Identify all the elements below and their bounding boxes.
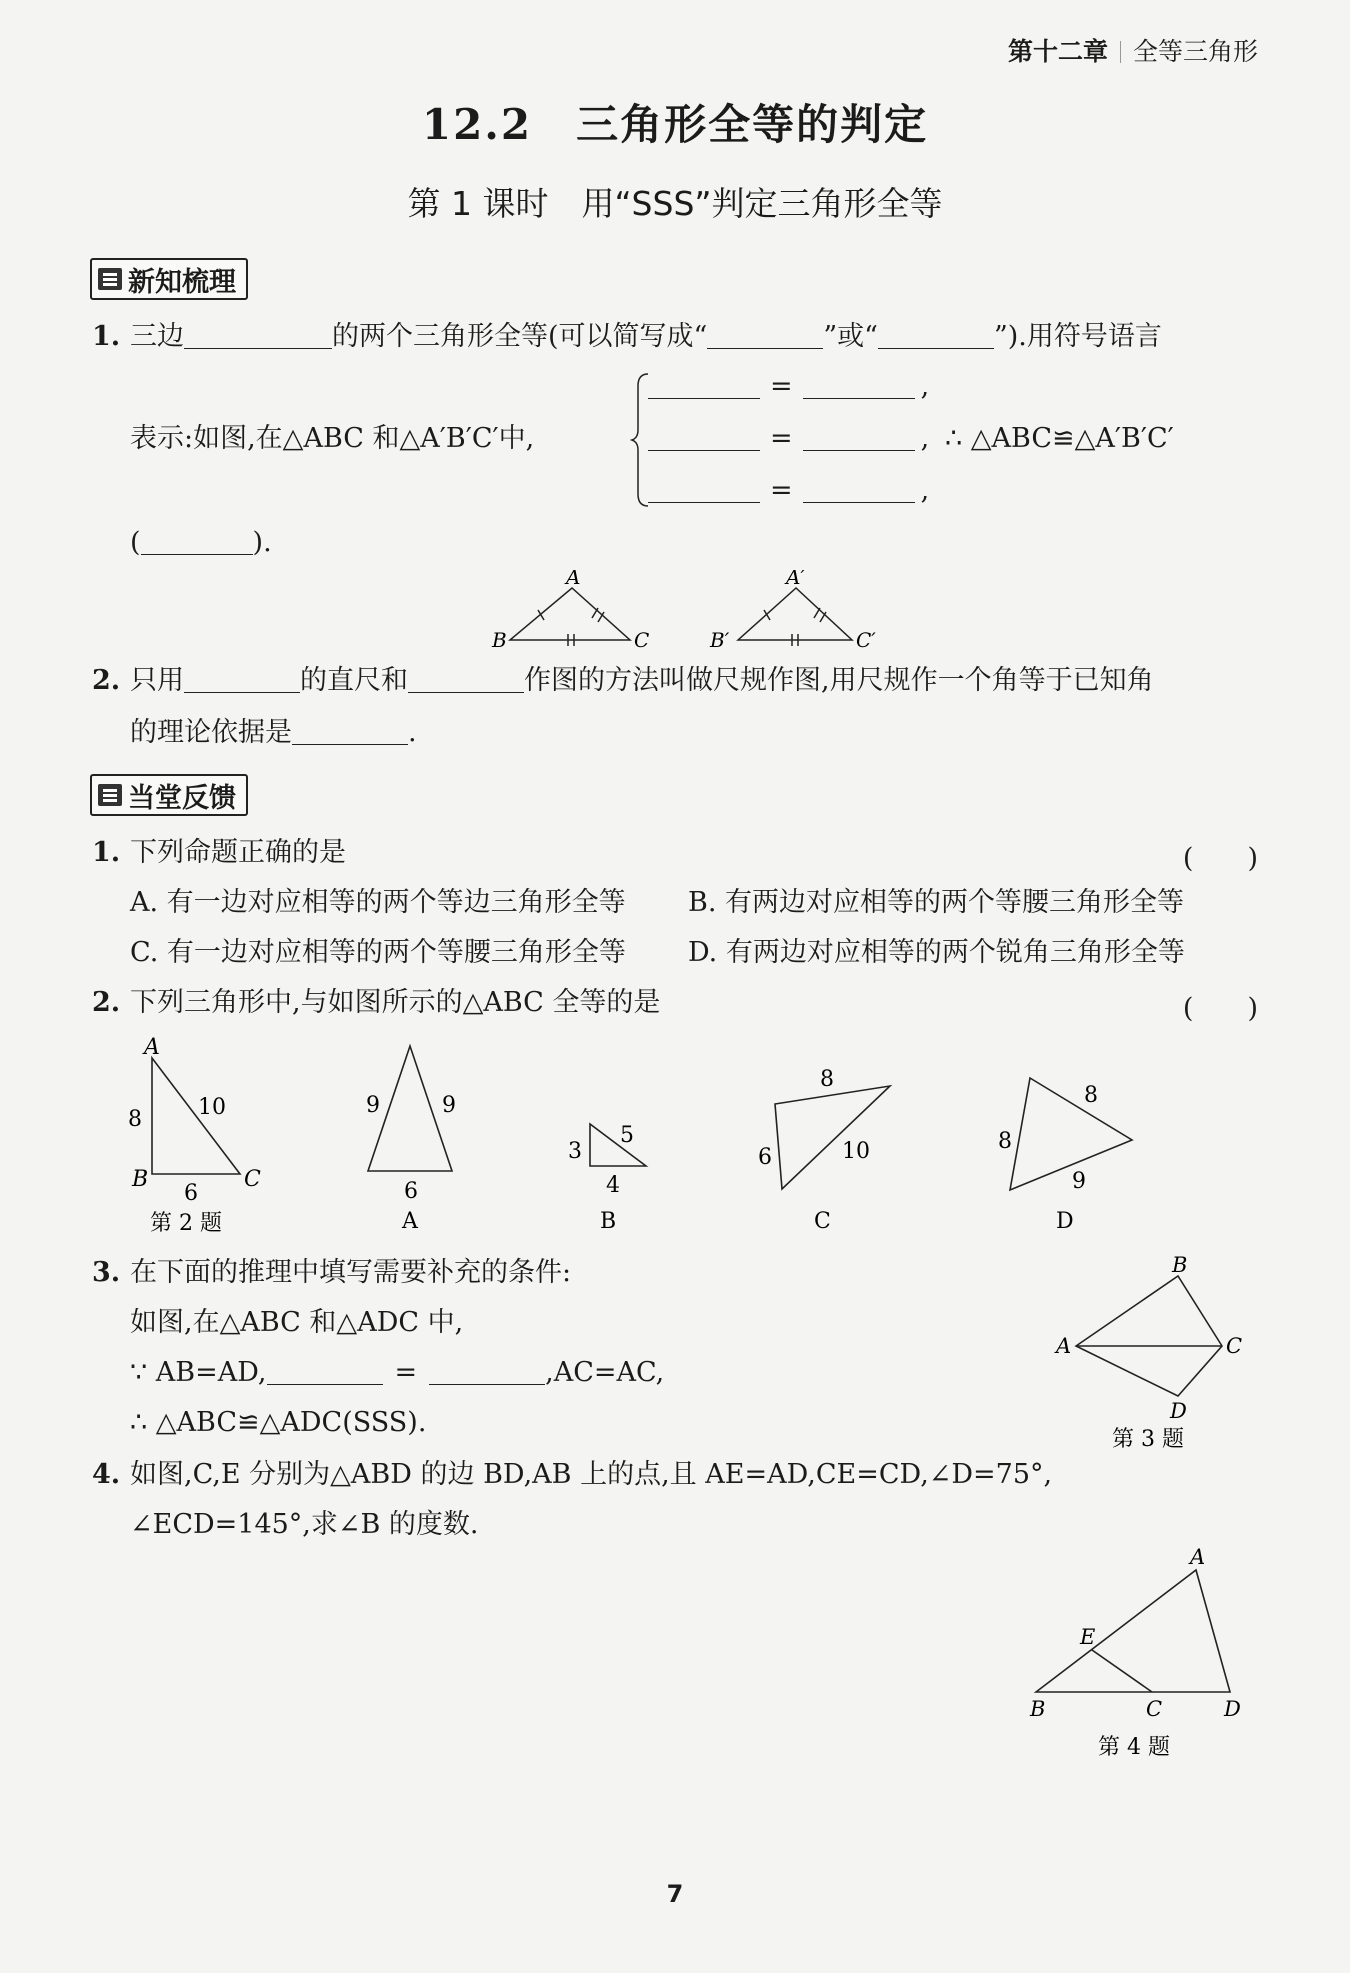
q1-text-a: 三边	[130, 321, 184, 352]
f1-option-b[interactable]: B. 有两边对应相等的两个等腰三角形全等	[688, 887, 1185, 918]
option-d-triangle	[1010, 1078, 1132, 1190]
label-D: D	[1224, 1697, 1241, 1721]
comma: ,	[920, 475, 930, 506]
label-A: A	[1190, 1545, 1206, 1569]
q2-text-b: 的直尺和	[300, 665, 408, 696]
q2-line1	[92, 664, 1154, 698]
option-c-triangle	[775, 1086, 890, 1189]
q1-line1	[92, 320, 1162, 354]
f4-line2: ∠ECD=145°,求∠B 的度数.	[130, 1509, 479, 1540]
q1-eq3-left-blank[interactable]	[648, 476, 760, 503]
opt-a-left: 9	[366, 1093, 380, 1118]
q2-blank-1[interactable]	[184, 666, 300, 693]
q1-figure-triangles	[480, 570, 900, 650]
q1-eq-row-1	[648, 370, 929, 404]
label-B-prime: B′	[710, 628, 730, 650]
opt-c-right: 10	[842, 1139, 870, 1164]
q1-eq2-left-blank[interactable]	[648, 424, 760, 451]
open-paren: (	[130, 527, 141, 558]
label-A: A	[566, 570, 581, 589]
q1-eq1-left-blank[interactable]	[648, 372, 760, 399]
q2-blank-3[interactable]	[292, 718, 408, 745]
f4-number: 4.	[92, 1459, 121, 1490]
label-A: A	[1056, 1334, 1072, 1358]
page-subtitle: 第 1 课时 用“SSS”判定三角形全等	[407, 184, 943, 223]
comma: ,	[920, 371, 930, 402]
q1-line3	[130, 526, 272, 560]
q2-blank-2[interactable]	[408, 666, 524, 693]
side-ab: 8	[128, 1107, 142, 1132]
label-C: C	[1226, 1334, 1243, 1358]
q1-line2-left: 表示:如图,在△ABC 和△A′B′C′中,	[130, 423, 535, 454]
page-title: 12.2 三角形全等的判定	[421, 100, 929, 149]
f4-text-a: 如图,C,E 分别为△ABD 的边 BD,AB 上的点,且 AE=AD,CE=CD,∠D=75°,	[130, 1459, 1053, 1490]
book-icon	[98, 268, 122, 290]
pencil-icon	[98, 784, 122, 806]
q1-reason-blank[interactable]	[141, 528, 253, 555]
chapter-title: 全等三角形	[1132, 37, 1258, 66]
q1-blank-1[interactable]	[184, 322, 332, 349]
f2-figures	[110, 1036, 1260, 1236]
q1-blank-3[interactable]	[878, 322, 994, 349]
f3-figure	[1050, 1254, 1270, 1454]
label-E: E	[1080, 1625, 1096, 1649]
label-B: B	[492, 628, 507, 650]
f1-stem	[92, 836, 346, 870]
f1-option-a[interactable]: A. 有一边对应相等的两个等边三角形全等	[130, 887, 626, 918]
f2-stem	[92, 986, 660, 1020]
f2-number: 2.	[92, 987, 121, 1018]
q2-text-d: 的理论依据是	[130, 717, 292, 748]
f1-stem-text: 下列命题正确的是	[130, 837, 346, 868]
option-a-triangle	[368, 1046, 452, 1171]
label-A-prime: A′	[786, 570, 805, 589]
close-paren: ).	[252, 527, 272, 558]
f3-blank-1[interactable]	[267, 1358, 383, 1385]
label-B: B	[132, 1167, 149, 1192]
side-ac: 10	[198, 1095, 226, 1120]
f2-answer-paren[interactable]: ( )	[1182, 993, 1258, 1024]
label-C: C	[634, 628, 650, 650]
opt-d-left: 8	[998, 1129, 1012, 1154]
opt-b-label[interactable]: B	[600, 1209, 617, 1234]
f3-number: 3.	[92, 1257, 121, 1288]
q1-eq1-right-blank[interactable]	[803, 372, 915, 399]
section-heading-new-knowledge	[90, 258, 248, 300]
label-D: D	[1170, 1399, 1187, 1423]
q2-line2	[130, 716, 417, 750]
label-C: C	[244, 1167, 261, 1192]
opt-c-top: 8	[820, 1067, 834, 1092]
f3-blank-2[interactable]	[429, 1358, 545, 1385]
f2-stem-text: 下列三角形中,与如图所示的△ABC 全等的是	[130, 987, 661, 1018]
equals-sign: =	[770, 475, 793, 506]
label-B: B	[1030, 1697, 1046, 1721]
f3-line4: ∴ △ABC≌△ADC(SSS).	[130, 1407, 427, 1438]
option-b-triangle	[590, 1124, 646, 1166]
f4-line1	[92, 1458, 1052, 1492]
equals-sign: =	[770, 371, 793, 402]
section-title: 当堂反馈	[128, 782, 236, 814]
section-title: 新知梳理	[128, 266, 236, 298]
f3-stem-text: 在下面的推理中填写需要补充的条件:	[130, 1257, 572, 1288]
equals-sign: =	[770, 423, 793, 454]
opt-c-left: 6	[758, 1145, 772, 1170]
q1-text-b: 的两个三角形全等(可以简写成“	[332, 321, 708, 352]
fig-caption: 第 4 题	[1098, 1735, 1170, 1760]
opt-b-left: 3	[568, 1139, 582, 1164]
opt-d-label[interactable]: D	[1056, 1209, 1074, 1234]
fig-caption: 第 3 题	[1112, 1427, 1184, 1452]
f3-text-b: ,AC=AC,	[545, 1357, 665, 1388]
period: .	[408, 717, 417, 748]
f1-option-d[interactable]: D. 有两边对应相等的两个锐角三角形全等	[688, 937, 1185, 968]
q1-eq3-right-blank[interactable]	[803, 476, 915, 503]
f3-text-a: ∵ AB=AD,	[130, 1357, 267, 1388]
q1-eq2-right-blank[interactable]	[803, 424, 915, 451]
f4-figure	[1020, 1540, 1260, 1770]
opt-b-hyp: 5	[620, 1123, 634, 1148]
f3-stem	[92, 1256, 571, 1290]
q1-number: 1.	[92, 321, 121, 352]
chapter-number: 第十二章	[1007, 37, 1108, 66]
label-C-prime: C′	[856, 628, 876, 650]
q1-blank-2[interactable]	[707, 322, 823, 349]
opt-c-label[interactable]: C	[814, 1209, 831, 1234]
running-header	[1008, 32, 1258, 68]
opt-d-bottom: 9	[1072, 1169, 1086, 1194]
comma: ,	[920, 423, 930, 454]
fig-caption: 第 2 题	[150, 1211, 222, 1236]
q1-eq-row-2	[648, 422, 929, 456]
opt-a-right: 9	[442, 1093, 456, 1118]
f3-line3	[130, 1356, 664, 1390]
equals-sign: =	[394, 1357, 418, 1388]
q1-eq-row-3	[648, 474, 929, 508]
opt-b-base: 4	[606, 1173, 620, 1198]
q2-number: 2.	[92, 665, 121, 696]
label-A: A	[144, 1036, 160, 1060]
q1-text-c: ”或“	[823, 321, 878, 352]
label-C: C	[1146, 1697, 1163, 1721]
opt-a-base: 6	[404, 1179, 418, 1204]
section-heading-feedback	[90, 774, 248, 816]
f1-option-c[interactable]: C. 有一边对应相等的两个等腰三角形全等	[130, 937, 626, 968]
f3-line2: 如图,在△ABC 和△ADC 中,	[130, 1307, 464, 1338]
f1-answer-paren[interactable]: ( )	[1182, 843, 1258, 874]
q2-text-c: 作图的方法叫做尺规作图,用尺规作一个角等于已知角	[524, 665, 1154, 696]
header-divider	[1120, 41, 1121, 63]
f1-number: 1.	[92, 837, 121, 868]
label-B: B	[1172, 1254, 1188, 1277]
q1-text-d: ”).用符号语言	[993, 321, 1162, 352]
opt-d-top: 8	[1084, 1083, 1098, 1108]
opt-a-label[interactable]: A	[402, 1209, 418, 1234]
q1-conclusion: ∴ △ABC≌△A′B′C′	[945, 423, 1174, 454]
page-number: 7	[666, 1880, 684, 1908]
side-bc: 6	[184, 1181, 198, 1206]
q2-text-a: 只用	[130, 665, 184, 696]
main-triangle	[152, 1058, 240, 1174]
